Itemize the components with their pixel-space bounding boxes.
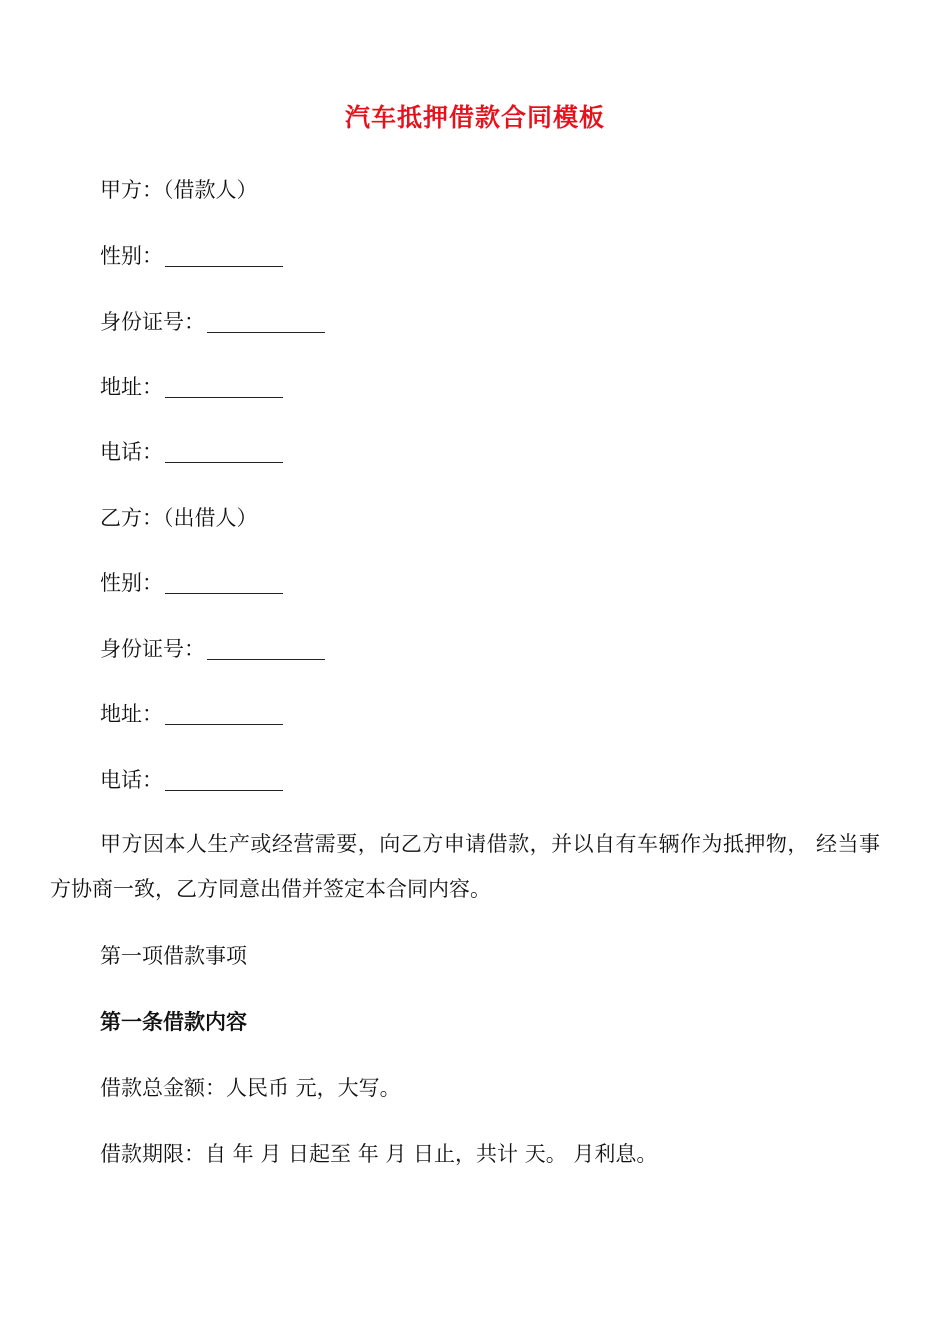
party-a-gender-field [100,242,283,270]
party-b-address-blank [165,704,283,725]
section-1-heading: 第一项借款事项 [100,944,247,968]
party-b-id-field [100,635,325,663]
party-a-phone-blank [165,442,283,463]
party-a-address-blank [165,377,283,398]
party-a-heading: 甲方：（借款人） [100,178,258,202]
party-b-address-label: 地址： [100,702,163,726]
party-a-phone-label: 电话： [100,440,163,464]
party-b-id-label: 身份证号： [100,637,205,661]
intro-paragraph: 甲方因本人生产或经营需要，向乙方申请借款，并以自有车辆作为抵押物， 经当事方协商一致，乙方同意出借并签定本合同内容。 [50,832,880,901]
document-title: 汽车抵押借款合同模板 [344,103,605,132]
party-a-phone-field [100,438,283,466]
party-b-gender-blank [165,573,283,594]
loan-amount-line: 借款总金额：人民币 元，大写。 [100,1076,401,1100]
party-b-phone-blank [165,770,283,791]
party-b-phone-label: 电话： [100,768,163,792]
party-b-heading: 乙方：（出借人） [100,506,258,530]
party-a-id-label: 身份证号： [100,310,205,334]
party-b-gender-label: 性别： [100,571,163,595]
party-a-id-blank [207,312,325,333]
party-b-id-blank [207,639,325,660]
party-a-gender-blank [165,246,283,267]
loan-term-line: 借款期限：自 年 月 日起至 年 月 日止，共计 天。 月利息。 [100,1142,658,1166]
party-b-address-field [100,700,283,728]
party-a-address-label: 地址： [100,375,163,399]
party-b-phone-field [100,766,283,794]
party-a-id-field [100,308,325,336]
party-a-gender-label: 性别： [100,244,163,268]
party-a-address-field [100,373,283,401]
article-1-heading: 第一条借款内容 [100,1010,247,1034]
party-b-gender-field [100,569,283,597]
